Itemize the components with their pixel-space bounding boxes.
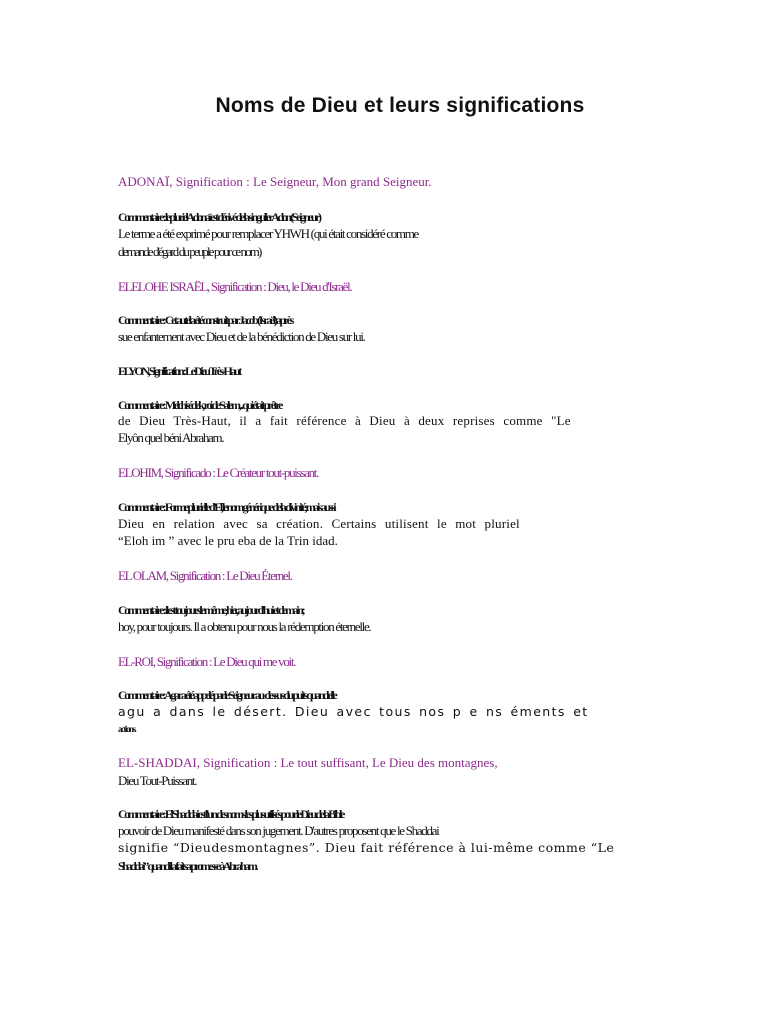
section-body-line: Elyôn quel béni Abraham. [118, 430, 224, 445]
section-body-line: “Eloh im ” avec le pru eba de la Trin idad. [118, 533, 338, 548]
section-body-line: de Dieu Très-Haut, il a fait référence à Dieu à deux reprises comme "Le [118, 413, 571, 428]
section-comment-line: Commentaire : Cet autel a été construit par Jacob (Israël) après [118, 313, 292, 327]
section-heading-elelohe-israel: ELELOHE ISRAËL, Signification : Dieu, le Dieu d'Israël. [118, 279, 352, 294]
section-body-line: Le terme a été exprimé pour remplacer YHWH (qui était considéré comme [118, 226, 419, 241]
section-body-line: actions. [118, 724, 136, 734]
section-heading-adonai: ADONAÏ, Signification : Le Seigneur, Mon grand Seigneur. [118, 174, 432, 189]
section-body-line: agu a dans le désert. Dieu avec tous nos p e ns éments et [118, 704, 589, 719]
section-heading-elyon: ELYON, Signification : Le Dieu Très-Haut [118, 364, 240, 378]
section-heading-el-roi: EL-ROI, Signification : Le Dieu qui me voit. [118, 654, 296, 669]
section-comment-line: Commentaire : le pluriel Adonaï est dérivé de la singulier Adon (Seigneur) [118, 210, 320, 224]
page-title: Noms de Dieu et leurs significations [215, 94, 585, 117]
section-body-line: pouvoir de Dieu manifesté dans son jugement. D'autres proposent que le Shaddai [118, 823, 439, 838]
section-body-line: Dieu en relation avec sa création. Certains utilisent le mot pluriel [118, 516, 520, 531]
section-body-line: sue enfantement avec Dieu et de la bénédiction de Dieu sur lui. [118, 329, 365, 344]
section-heading-el-shaddai: EL-SHADDAI, Signification : Le tout suffisant, Le Dieu des montagnes, [118, 755, 498, 770]
section-comment-line: Commentaire : il est toujours le même, hier, aujourd'hui et demain; [118, 603, 304, 617]
section-body-line: hoy, pour toujours. Il a obtenu pour nous la rédemption éternelle. [118, 619, 371, 634]
section-body-line: signifie “Dieudesmontagnes”. Dieu fait référence à lui-même comme “Le [118, 840, 615, 855]
section-body-line: Dieu Tout-Puissant. [118, 773, 197, 788]
section-body-line: demande d'égard du peuple pour ce nom) [118, 244, 261, 259]
section-comment-line: Commentaire : El Shaddai est l'un des noms les plus utilisés pour le Dieu de la Bible [118, 807, 343, 821]
section-body-line: Shaddai” quand il a fait sa promesse à Abraham. [118, 859, 257, 873]
section-comment-line: Commentaire : Forme plurielle d'El, le nom générique de la divinité, mais aussi [118, 500, 335, 514]
section-heading-elohim: ELOHIM, Significado : Le Créateur tout-puissant. [118, 465, 319, 480]
section-comment-line: Commentaire : Melchisédek, roi de Salem, ... qui était prêtre [118, 398, 281, 412]
section-comment-line: Commentaire : Agar a été appelé par le Seigneur au-dessus du puits quand elle [118, 688, 336, 702]
section-heading-el-olam: EL OLAM, Signification : Le Dieu Éternel. [118, 568, 292, 583]
